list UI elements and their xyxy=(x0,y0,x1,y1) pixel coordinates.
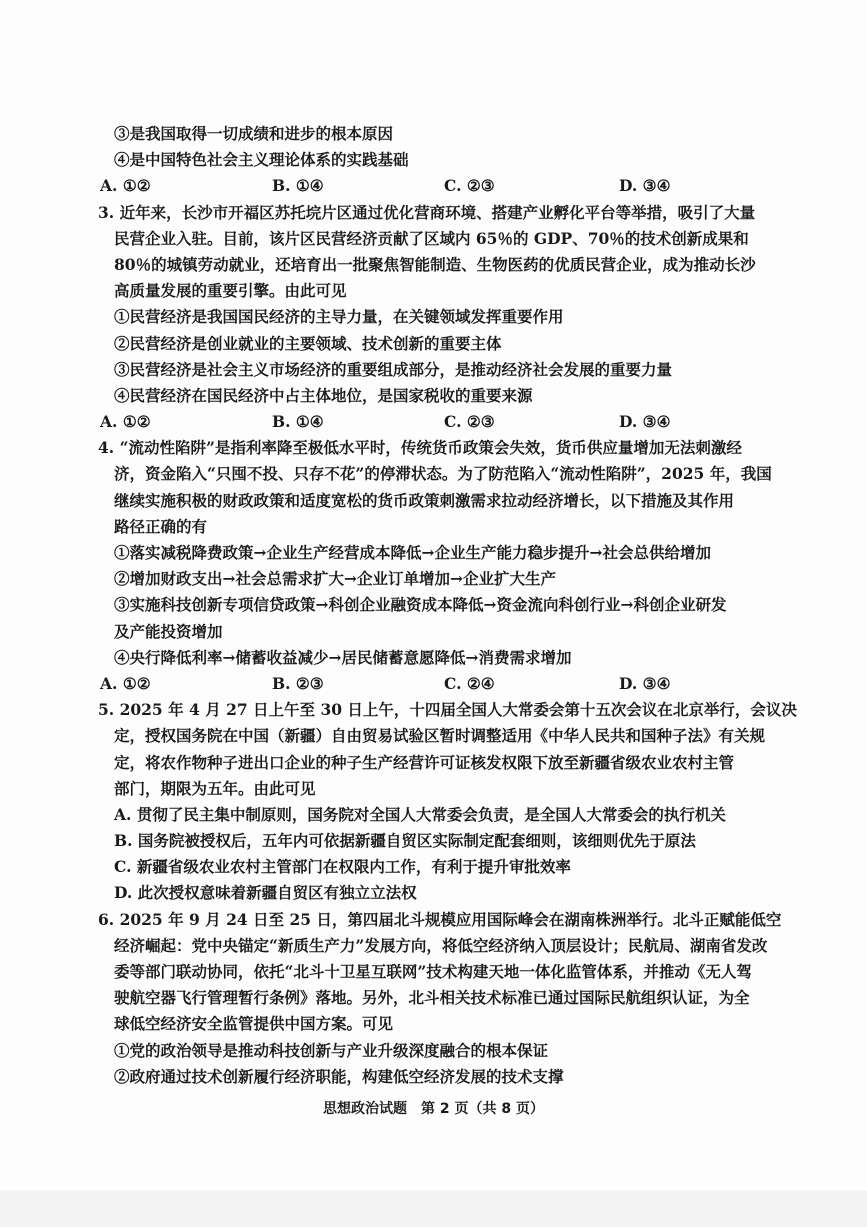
q3-choice-c[interactable]: C. ②③ xyxy=(444,412,495,432)
q5-stem-line: 定，将农作物种子进出口企业的种子生产经营许可证核发权限下放至新疆省级农业农村主管 xyxy=(114,752,735,772)
q4-option-1: ①落实减税降费政策→企业生产经营成本降低→企业生产能力稳步提升→社会总供给增加 xyxy=(114,543,711,562)
question-5 xyxy=(98,697,797,907)
q6-stem-line: 委等部门联动协同，依托“北斗十卫星互联网”技术构建天地一体化监管体系，并推动《无人驾 xyxy=(114,962,752,981)
q6-stem-line: 球低空经济安全监管提供中国方案。可见 xyxy=(114,1014,394,1034)
scan-bottom-margin xyxy=(0,1190,867,1227)
q5-choice-d[interactable]: D. 此次授权意味着新疆自贸区有独立立法权 xyxy=(114,883,417,903)
q4-stem-line: 济，资金陷入“只囤不投、只存不花”的停滞状态。为了防范陷入“流动性陷阱”，2025 年，我国 xyxy=(114,464,772,484)
q4-choice-c[interactable]: C. ②④ xyxy=(444,673,495,693)
q2-option-3: ③是我国取得一切成绩和进步的根本原因 xyxy=(114,124,394,143)
q4-option-3-cont: 及产能投资增加 xyxy=(114,621,223,641)
q6-stem-line: 经济崛起：党中央锚定“新质生产力”发展方向，将低空经济纳入顶层设计；民航局、湖南省发改 xyxy=(114,935,768,955)
q5-choice-a[interactable]: A. 贯彻了民主集中制原则，国务院对全国人大常委会负责，是全国人大常委会的执行机关 xyxy=(114,804,726,824)
question-2-tail xyxy=(98,121,778,200)
q2-answer-choices xyxy=(98,173,778,199)
q3-option-3: ③民营经济是社会主义市场经济的重要组成部分，是推动经济社会发展的重要力量 xyxy=(114,359,673,379)
q3-stem-line: 民营企业入驻。目前，该片区民营经济贡献了区域内 65％的 GDP、70％的技术创新成果和 xyxy=(114,228,749,248)
page-footer: 思想政治试题 第 2 页（共 8 页） xyxy=(323,1101,544,1117)
q6-option-2: ②政府通过技术创新履行经济职能，构建低空经济发展的技术支撑 xyxy=(114,1066,564,1086)
q3-option-1: ①民营经济是我国国民经济的主导力量，在关键领域发挥重要作用 xyxy=(114,307,564,327)
page-content xyxy=(98,121,797,1090)
q2-option-4: ④是中国特色社会主义理论体系的实践基础 xyxy=(114,150,409,170)
q3-stem-line: 高质量发展的重要引擎。由此可见 xyxy=(114,281,347,301)
question-4 xyxy=(98,435,778,697)
q4-choice-a[interactable]: A. ①② xyxy=(100,673,151,693)
q2-choice-a[interactable]: A. ①② xyxy=(100,176,151,196)
q5-stem-line: 定，授权国务院在中国（新疆）自由贸易试验区暂时调整适用《中华人民共和国种子法》有关规 xyxy=(114,726,766,746)
q5-stem-line: 部门，期限为五年。由此可见 xyxy=(114,778,316,798)
q3-option-4: ④民营经济在国民经济中占主体地位，是国家税收的重要来源 xyxy=(114,385,533,405)
q3-stem-line: 3. 近年来，长沙市开福区苏托垸片区通过优化营商环境、搭建产业孵化平台等举措，吸引了大量 xyxy=(98,202,756,222)
q4-answer-choices xyxy=(98,671,778,697)
q5-choice-b[interactable]: B. 国务院被授权后，五年内可依据新疆自贸区实际制定配套细则，该细则优先于原法 xyxy=(114,831,696,851)
q5-stem-line: 5. 2025 年 4 月 27 日上午至 30 日上午，十四届全国人大常委会第十五次会议在北京举行，会议决 xyxy=(98,700,797,720)
q4-stem-line: 继续实施积极的财政政策和适度宽松的货币政策刺激需求拉动经济增长，以下措施及其作用 xyxy=(114,490,735,510)
q3-answer-choices xyxy=(98,409,778,435)
q3-choice-a[interactable]: A. ①② xyxy=(100,412,151,432)
question-3 xyxy=(98,200,778,436)
q2-choice-d[interactable]: D. ③④ xyxy=(619,176,671,196)
q3-option-2: ②民营经济是创业就业的主要领域、技术创新的重要主体 xyxy=(114,333,502,353)
q6-option-1: ①党的政治领导是推动科技创新与产业升级深度融合的根本保证 xyxy=(114,1040,549,1060)
q4-option-2: ②增加财政支出→社会总需求扩大→企业订单增加→企业扩大生产 xyxy=(114,569,556,589)
q3-stem-line: 80％的城镇劳动就业，还培育出一批聚焦智能制造、生物医药的优质民营企业，成为推动长沙 xyxy=(114,254,756,274)
q6-stem-line: 6. 2025 年 9 月 24 日至 25 日，第四届北斗规模应用国际峰会在湖南株洲举行。北斗正赋能低空 xyxy=(98,909,782,929)
q4-option-4: ④央行降低利率→储蓄收益减少→居民储蓄意愿降低→消费需求增加 xyxy=(114,647,572,667)
q4-choice-b[interactable]: B. ②③ xyxy=(272,673,324,693)
q2-choice-b[interactable]: B. ①④ xyxy=(272,176,324,196)
q4-stem-line: 4. “流动性陷阱”是指利率降至极低水平时，传统货币政策会失效，货币供应量增加无法刺激经 xyxy=(98,438,742,458)
q4-choice-d[interactable]: D. ③④ xyxy=(619,673,671,693)
q4-option-3: ③实施科技创新专项信贷政策→科创企业融资成本降低→资金流向科创行业→科创企业研发 xyxy=(114,595,727,615)
q5-choice-c[interactable]: C. 新疆省级农业农村主管部门在权限内工作，有利于提升审批效率 xyxy=(114,857,571,877)
question-6 xyxy=(98,907,782,1090)
q2-choice-c[interactable]: C. ②③ xyxy=(444,176,495,196)
q4-stem-line: 路径正确的有 xyxy=(114,516,208,536)
q3-choice-b[interactable]: B. ①④ xyxy=(272,412,324,432)
q6-stem-line: 驶航空器飞行管理暂行条例》落地。另外，北斗相关技术标准已通过国际民航组织认证，为全 xyxy=(114,988,750,1008)
q3-choice-d[interactable]: D. ③④ xyxy=(619,412,671,432)
